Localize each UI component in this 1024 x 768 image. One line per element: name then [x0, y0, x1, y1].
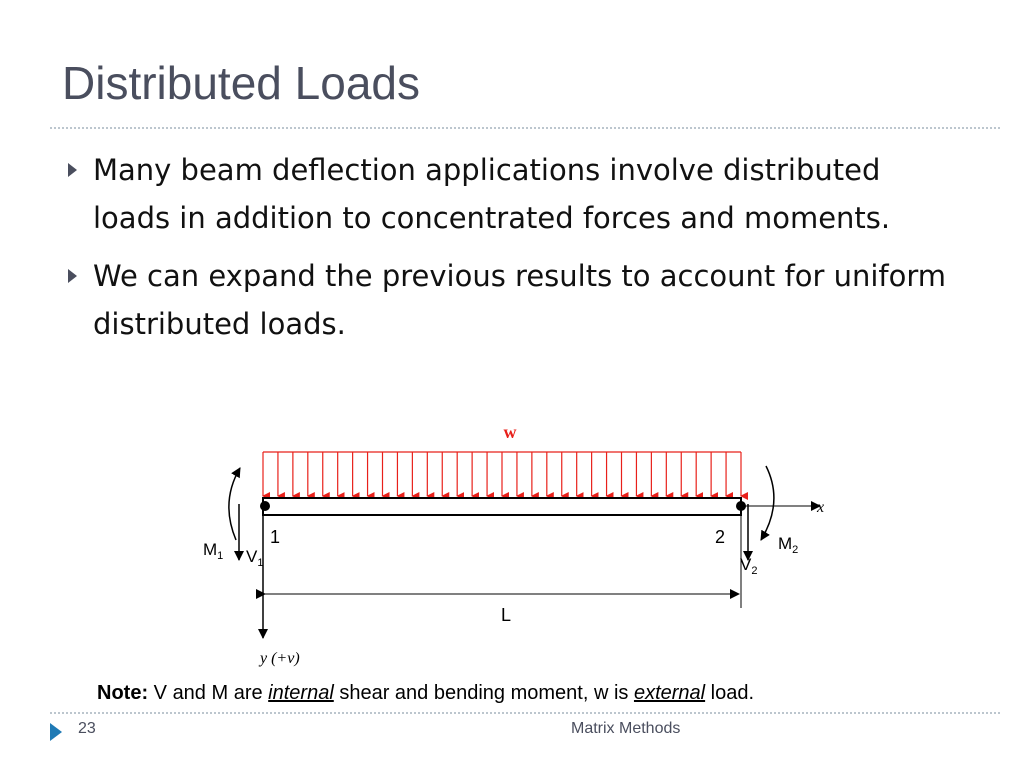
note-text: V and M are [148, 682, 269, 704]
moment-m1-label: $M_1$ [203, 540, 224, 562]
note-text: load. [705, 682, 755, 704]
shear-v2-label: $V_2$ [740, 555, 758, 577]
title-divider [50, 127, 1000, 129]
node-2-dot [736, 501, 746, 511]
distributed-load-arrows [263, 452, 741, 496]
bullet-item [62, 146, 962, 242]
footer-divider [50, 712, 1000, 714]
note-text: shear and bending moment, w is [333, 682, 634, 704]
page-number: 23 [78, 720, 96, 737]
note-prefix: Note: [97, 682, 149, 704]
beam [263, 498, 741, 515]
bullet-arrow-icon [68, 269, 77, 283]
note-internal: internal [268, 682, 334, 704]
shear-v1-label: $V_1$ [246, 547, 264, 569]
bullet-text: Many beam deflection applications involve distributed loads in addition to concentrated forces and moments. [93, 153, 891, 235]
node-2-label: 2 [715, 527, 726, 547]
moment-m2-label: $M_2$ [778, 534, 799, 556]
bullet-list [62, 146, 962, 358]
bullet-text: We can expand the previous results to account for uniform distributed loads. [93, 259, 947, 341]
bullet-arrow-icon [68, 163, 77, 177]
x-axis-label: x [817, 499, 825, 516]
length-label: L [500, 605, 512, 625]
footer-arrow-icon [50, 723, 62, 741]
note [97, 682, 754, 705]
bullet-item [62, 252, 962, 348]
beam-diagram [190, 418, 840, 674]
note-external: external [633, 682, 706, 704]
moment-m2-arrow [761, 466, 774, 540]
node-1-label: 1 [270, 527, 281, 547]
y-axis-label: y (+v) [260, 650, 300, 667]
load-label: w [503, 422, 517, 442]
footer-course-title: Matrix Methods [571, 720, 681, 737]
slide-title: Distributed Loads [62, 57, 420, 109]
node-1-dot [260, 501, 270, 511]
